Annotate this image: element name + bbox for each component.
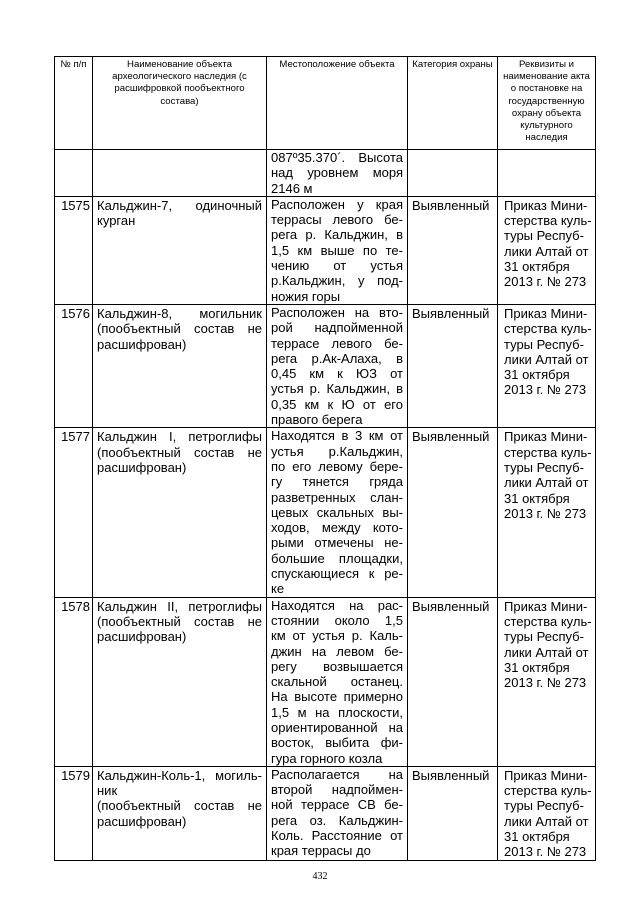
- cell-name: [93, 597, 267, 766]
- name-line: расшифрован): [97, 459, 187, 475]
- act-line: Приказ Мини-: [504, 197, 588, 213]
- cell-location: [267, 766, 408, 860]
- act-line: 31 октября: [504, 259, 570, 275]
- cell-location: [267, 150, 408, 197]
- cell-act: [498, 766, 596, 860]
- location-line: ножия горы: [271, 288, 341, 304]
- act-line: стерства куль-: [504, 613, 592, 629]
- location-line: рой надпойменной: [271, 320, 403, 336]
- table-header-row: [55, 57, 596, 150]
- cell-num: 1575: [55, 196, 93, 304]
- location-line: 2146 м: [271, 180, 313, 196]
- location-line: рега р. Кальджин, в: [271, 227, 403, 243]
- header-act: Реквизиты и наименование акта о постановке на государственную охрану объекта культурного наследия: [498, 57, 596, 150]
- cell-act: [498, 597, 596, 766]
- act-line: 31 октября: [504, 829, 570, 845]
- location-line: устья р.Кальджин,: [271, 443, 403, 459]
- location-line: Расположен на вто-: [271, 304, 403, 320]
- cell-location: [267, 597, 408, 766]
- location-line: ной террасе СВ бе-: [271, 797, 403, 813]
- cell-num: [55, 150, 93, 197]
- cell-category: Выявленный: [408, 766, 498, 860]
- location-line: Находятся в 3 км от: [271, 428, 403, 444]
- heritage-table: [54, 56, 596, 861]
- name-line: (пообъектный состав не: [97, 321, 262, 337]
- table-row: [55, 597, 596, 766]
- cell-num: 1576: [55, 304, 93, 427]
- cell-name: [93, 304, 267, 427]
- cell-num: 1579: [55, 766, 93, 860]
- act-line: Приказ Мини-: [504, 429, 588, 445]
- act-line: 31 октября: [504, 367, 570, 383]
- location-line: разветренных слан-: [271, 489, 403, 505]
- act-line: Приказ Мини-: [504, 305, 588, 321]
- cell-name: [93, 428, 267, 597]
- header-num: № п/п: [55, 57, 93, 150]
- location-line: большие площадки,: [271, 550, 403, 566]
- cell-num: 1578: [55, 597, 93, 766]
- location-line: рыми отмечены не-: [271, 535, 403, 551]
- name-line: расшифрован): [97, 629, 187, 645]
- name-line: Кальджин-7, одиночный: [97, 197, 262, 213]
- location-line: террасы левого бе-: [271, 212, 403, 228]
- act-line: лики Алтай от: [504, 351, 589, 367]
- act-line: стерства куль-: [504, 321, 592, 337]
- location-line: р.Кальджин, у под-: [271, 273, 403, 289]
- cell-category: [408, 150, 498, 197]
- page-number: 432: [312, 871, 328, 882]
- header-location: Местоположение объекта: [267, 57, 408, 150]
- location-line: 1,5 м на плоскости,: [271, 704, 403, 720]
- name-line: расшифрован): [97, 336, 187, 352]
- cell-num: 1577: [55, 428, 93, 597]
- act-line: Приказ Мини-: [504, 598, 588, 614]
- cell-location: [267, 428, 408, 597]
- act-line: лики Алтай от: [504, 813, 589, 829]
- location-line: второй надпоймен-: [271, 782, 403, 798]
- act-line: лики Алтай от: [504, 644, 589, 660]
- table-row: [55, 428, 596, 597]
- location-line: над уровнем моря: [271, 165, 403, 181]
- location-line: края террасы до: [271, 843, 371, 859]
- act-line: 2013 г. № 273: [504, 844, 587, 860]
- location-line: устья р. Кальджин, в: [271, 381, 403, 397]
- act-line: туры Респуб-: [504, 629, 584, 645]
- act-line: 2013 г. № 273: [504, 274, 587, 290]
- cell-category: Выявленный: [408, 428, 498, 597]
- location-line: 087º35.370´. Высота: [271, 150, 403, 165]
- cell-act: [498, 428, 596, 597]
- act-line: туры Респуб-: [504, 228, 584, 244]
- location-line: рега р.Ак-Алаха, в: [271, 350, 403, 366]
- act-line: 2013 г. № 273: [504, 505, 587, 521]
- act-line: лики Алтай от: [504, 475, 589, 491]
- cell-act: [498, 196, 596, 304]
- location-line: скальной останец.: [271, 674, 403, 690]
- location-line: по его левому бере-: [271, 458, 403, 474]
- act-line: 2013 г. № 273: [504, 382, 587, 398]
- cell-location: [267, 304, 408, 427]
- location-line: спускающиеся к ре-: [271, 566, 403, 582]
- location-line: рега оз. Кальджин-: [271, 812, 403, 828]
- location-line: восток, выбита фи-: [271, 735, 403, 751]
- act-line: стерства куль-: [504, 213, 592, 229]
- location-line: регу возвышается: [271, 658, 403, 674]
- act-line: туры Респуб-: [504, 459, 584, 475]
- table-row-continuation: [55, 150, 596, 197]
- name-line: ник: [97, 783, 118, 799]
- name-line: (пообъектный состав не: [97, 613, 262, 629]
- cell-act: [498, 304, 596, 427]
- act-line: туры Респуб-: [504, 336, 584, 352]
- location-line: стоянии около 1,5: [271, 612, 403, 628]
- act-line: стерства куль-: [504, 444, 592, 460]
- act-line: лики Алтай от: [504, 243, 589, 259]
- location-line: гу тянется гряда: [271, 474, 403, 490]
- location-line: ориентированной на: [271, 719, 403, 735]
- table-row: [55, 196, 596, 304]
- location-line: правого берега: [271, 412, 363, 428]
- location-line: цевых скальных вы-: [271, 504, 403, 520]
- location-line: 1,5 км выше по те-: [271, 242, 403, 258]
- table-row: [55, 304, 596, 427]
- table-row: [55, 766, 596, 860]
- location-line: Находятся на рас-: [271, 597, 403, 613]
- location-line: террасе левого бе-: [271, 335, 403, 351]
- act-line: 31 октября: [504, 659, 570, 675]
- name-line: Кальджин-8, могильник: [97, 305, 262, 321]
- cell-location: [267, 196, 408, 304]
- name-line: Кальджин-Коль-1, могиль-: [97, 767, 262, 783]
- header-name: Наименование объекта археологического наследия (с расшифровкой пообъектного состава): [93, 57, 267, 150]
- cell-name: [93, 150, 267, 197]
- location-line: ке: [271, 581, 285, 597]
- cell-act: [498, 150, 596, 197]
- cell-category: Выявленный: [408, 597, 498, 766]
- name-line: (пообъектный состав не: [97, 444, 262, 460]
- act-line: туры Респуб-: [504, 798, 584, 814]
- name-line: Кальджин II, петроглифы: [97, 598, 262, 614]
- cell-name: [93, 196, 267, 304]
- name-line: расшифрован): [97, 813, 187, 829]
- name-line: (пообъектный состав не: [97, 798, 262, 814]
- location-line: На высоте примерно: [271, 689, 403, 705]
- location-line: джин на левом бе-: [271, 643, 403, 659]
- act-line: Приказ Мини-: [504, 767, 588, 783]
- act-line: 31 октября: [504, 490, 570, 506]
- name-line: Кальджин I, петроглифы: [97, 429, 262, 445]
- location-line: Коль. Расстояние от: [271, 828, 403, 844]
- location-line: гура горного козла: [271, 750, 383, 766]
- cell-name: [93, 766, 267, 860]
- act-line: стерства куль-: [504, 783, 592, 799]
- header-category: Категория охраны: [408, 57, 498, 150]
- cell-category: Выявленный: [408, 304, 498, 427]
- location-line: Расположен у края: [271, 196, 403, 212]
- location-line: чению от устья: [271, 258, 403, 274]
- location-line: км от устья р. Каль-: [271, 628, 403, 644]
- location-line: 0,35 км к Ю от его: [271, 396, 403, 412]
- location-line: ходов, между кото-: [271, 520, 403, 536]
- name-line: курган: [97, 213, 136, 229]
- location-line: Располагается на: [271, 766, 403, 782]
- location-line: 0,45 км к ЮЗ от: [271, 366, 403, 382]
- cell-category: Выявленный: [408, 196, 498, 304]
- act-line: 2013 г. № 273: [504, 675, 587, 691]
